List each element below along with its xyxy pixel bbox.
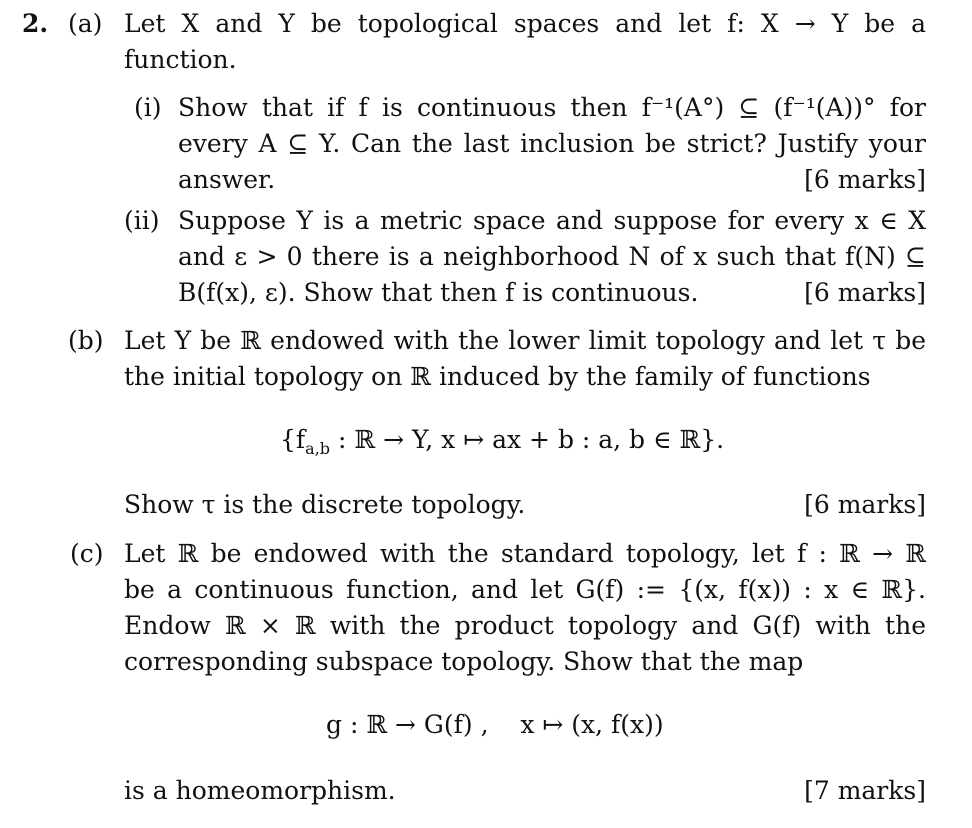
part-c-line-1: Let ℝ be endowed with the standard topology, let f : ℝ → ℝ <box>124 539 926 568</box>
part-c-marks: [7 marks] <box>804 776 926 805</box>
part-a-ii-line-3: B(f(x), ε). Show that then f is continuous. <box>178 278 699 307</box>
part-a-ii-label: (ii) <box>124 206 160 235</box>
part-a-line-2: function. <box>124 45 237 74</box>
part-a-ii-marks: [6 marks] <box>804 278 926 307</box>
part-b-closing: Show τ is the discrete topology. <box>124 490 526 519</box>
part-b-line-1: Let Y be ℝ endowed with the lower limit topology and let τ be <box>124 326 926 355</box>
part-a-ii-line-2: and ε > 0 there is a neighborhood N of x such that f(N) ⊆ <box>178 242 926 271</box>
part-b-marks: [6 marks] <box>804 490 926 519</box>
part-b-display-equation <box>280 420 724 469</box>
part-a-i-line-2: every A ⊆ Y. Can the last inclusion be strict? Justify your <box>178 129 926 158</box>
question-number: 2. <box>22 9 49 38</box>
part-c-display-equation: g : ℝ → G(f) , x ↦ (x, f(x)) <box>326 710 664 739</box>
part-a-i-line-3: answer. <box>178 165 276 194</box>
part-a-i-label: (i) <box>134 93 162 122</box>
part-b-display-rest: : ℝ → Y, x ↦ ax + b : a, b ∈ ℝ}. <box>330 425 725 454</box>
part-c-line-2: be a continuous function, and let G(f) := {(x, f(x)) : x ∈ ℝ}. <box>124 575 926 604</box>
part-b-line-2: the initial topology on ℝ induced by the family of functions <box>124 362 871 391</box>
part-a-ii-line-1: Suppose Y is a metric space and suppose for every x ∈ X <box>178 206 926 235</box>
part-a-line-1: Let X and Y be topological spaces and let f: X → Y be a <box>124 9 926 38</box>
part-b-label: (b) <box>68 326 104 355</box>
part-c-label: (c) <box>70 539 104 568</box>
part-a-label: (a) <box>68 9 103 38</box>
part-c-line-4: corresponding subspace topology. Show that the map <box>124 647 804 676</box>
part-b-display-subscript: a,b <box>305 439 331 458</box>
part-c-closing: is a homeomorphism. <box>124 776 396 805</box>
part-a-i-marks: [6 marks] <box>804 165 926 194</box>
part-a-i-line-1: Show that if f is continuous then f⁻¹(A°) ⊆ (f⁻¹(A))° for <box>178 93 926 122</box>
part-c-line-3: Endow ℝ × ℝ with the product topology and G(f) with the <box>124 611 926 640</box>
part-b-display-main: {f <box>280 425 306 454</box>
